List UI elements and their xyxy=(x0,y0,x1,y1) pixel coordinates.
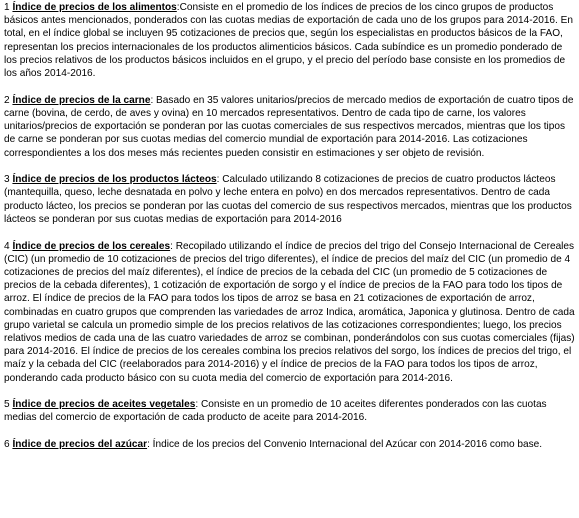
note-sugar-price-index xyxy=(4,438,576,451)
note-meat-price-index xyxy=(4,94,576,160)
note-number: 6 xyxy=(4,439,10,451)
note-number: 3 xyxy=(4,174,10,186)
note-title: Índice de precios de los productos lácteos xyxy=(12,174,217,186)
note-text: : Índice de los precios del Convenio Internacional del Azúcar con 2014-2016 como base. xyxy=(147,439,543,451)
note-title: Índice de precios de la carne xyxy=(12,94,151,106)
note-number: 5 xyxy=(4,399,10,411)
note-text: : Calculado utilizando 8 cotizaciones de precios de cuatro productos lácteos (mantequilla, queso, leche desnatada en polvo y leche entera en polvo) en dos mercados representativos. Dentro de cada producto lácteo, los precios se ponderan por las cuotas del comercio de sus respectivos mercados, mientras que los productos lácteos se ponderan por sus cuotas medias de exportación para 2014-2016 xyxy=(4,174,572,225)
note-title: Índice de precios del azúcar xyxy=(12,439,148,451)
note-number: 4 xyxy=(4,240,10,252)
index-notes xyxy=(4,1,576,465)
note-cereals-price-index xyxy=(4,240,576,385)
note-title: Índice de precios de los alimentos xyxy=(12,2,177,13)
note-vegetable-oils-price-index xyxy=(4,398,576,424)
note-food-price-index xyxy=(4,1,576,80)
note-title: Índice de precios de aceites vegetales xyxy=(12,399,196,411)
note-text: : Recopilado utilizando el índice de precios del trigo del Consejo Internacional de Cereales (CIC) (un promedio de 10 cotizaciones de precios del trigo diferentes), el índice de precios del maíz del CIC (un promedio de 4 cotizaciones de precios del maíz diferentes), el índice de precios de la cebada del CIC (un promedio de 5 cotizaciones de precios de la cebada diferentes), 1 cotización de exportación de sorgo y el índice de precios de la FAO para todo los tipos de arroz. El índice de precios de la FAO para todos los tipos de arroz se basa en 21 cotizaciones de exportación de arroz, combinadas en cuatro grupos que comprenden las variedades de arroz Indica, aromática, Japonica y glutinosa. Dentro de cada grupo varietal se calcula un promedio simple de los precios relativos de las cotizaciones correspondientes; luego, los precios relativos medios de cada una de las cuatro variedades de arroz se combinan, ponderándolos con sus cuotas comerciales (fijas) para 2014-2016. El índice de precios de los cereales combina los precios relativos del sorgo, los índices de precios del trigo, el maíz y la cebada del CIC (reelaborados para 2014-2016) y el índice de precios de la FAO para todos los tipos de arroz, ponderando cada producto básico con su cuota media del comercio de exportación para 2014-2016. xyxy=(4,240,575,384)
note-dairy-price-index xyxy=(4,173,576,226)
note-number: 1 xyxy=(4,2,10,13)
note-text: : Consiste en un promedio de 10 aceites diferentes ponderados con las cuotas medias del comercio de exportación de cada producto de aceite para 2014-2016. xyxy=(4,399,547,424)
note-number: 2 xyxy=(4,94,10,106)
note-text: :Consiste en el promedio de los índices de precios de los cinco grupos de productos básicos antes mencionados, ponderados con las cuotas medias de exportación de cada uno de los grupos para 2014-2016. En total, en el índice global se incluyen 95 cotizaciones de precios que, según los especialistas en productos básicos de la FAO, representan los precios internacionales de los productos alimenticios básicos. Cada subíndice es un promedio ponderado de los precios relativos de los productos básicos incluidos en el grupo, y el precio del período base consiste en los promedios de los años 2014-2016. xyxy=(4,2,573,80)
note-text: : Basado en 35 valores unitarios/precios de mercado medios de exportación de cuatro tipos de carne (bovina, de cerdo, de aves y ovina) en 10 mercados representativos. Dentro de cada tipo de carne, los valores unitarios/precios de exportación se ponderan por las cuotas comerciales de sus respectivos mercados, mientras que los tipos de carne se ponderan por sus cuotas medias del comercio mundial de exportación para 2014-2016. Las cotizaciones correspondientes a los dos meses más recientes pueden consistir en estimaciones y ser objeto de revisión. xyxy=(4,94,574,159)
note-title: Índice de precios de los cereales xyxy=(12,240,171,252)
